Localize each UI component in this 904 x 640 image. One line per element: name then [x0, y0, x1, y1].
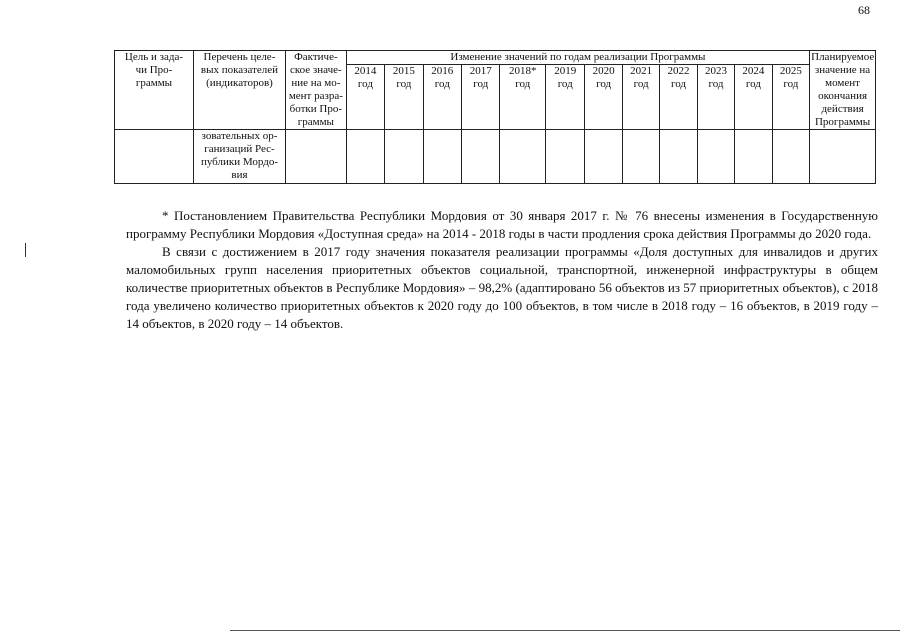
header-year-2018: 2018* год	[500, 65, 546, 130]
cell-2017	[462, 130, 500, 184]
header-year-2020: 2020 год	[585, 65, 622, 130]
header-goal: Цель и зада- чи Про- граммы	[115, 51, 194, 130]
cell-2024	[735, 130, 772, 184]
header-year-2017: 2017 год	[462, 65, 500, 130]
notes-block	[126, 207, 878, 333]
cell-2018	[500, 130, 546, 184]
table-header-row-1	[115, 51, 876, 65]
header-year-2021: 2021 год	[622, 65, 659, 130]
cell-2015	[385, 130, 423, 184]
cell-2022	[660, 130, 697, 184]
cell-2023	[697, 130, 734, 184]
bottom-rule	[230, 630, 900, 631]
explanation-paragraph: В связи с достижением в 2017 году значения показателя реализации программы «Доля доступных для инвалидов и других маломобильных групп населения приоритетных объектов социальной, транспортной, инженерной инфраструктуры в общем количестве приоритетных объектов в Республике Мордовия» – 98,2% (адаптировано 56 объектов из 57 приоритетных объектов), с 2018 года увеличено количество приоритетных объектов к 2020 году до 100 объектов, в том числе в 2018 году – 16 объектов, в 2019 году – 14 объектов, в 2020 году – 14 объектов.	[126, 244, 878, 331]
header-year-2019: 2019 год	[545, 65, 584, 130]
cell-2025	[772, 130, 810, 184]
cell-planned	[810, 130, 876, 184]
cell-indicator: зовательных ор- ганизаций Рес- публики Мордо- вия	[193, 130, 285, 184]
header-changes-by-year: Изменение значений по годам реализации Программы	[346, 51, 809, 65]
cell-2016	[423, 130, 461, 184]
cell-2019	[545, 130, 584, 184]
header-year-2023: 2023 год	[697, 65, 734, 130]
cell-goal	[115, 130, 194, 184]
cell-2020	[585, 130, 622, 184]
header-planned-value: Планируемое значение на момент окончания действия Программы	[811, 51, 875, 128]
header-actual-value: Фактиче- ское значе- ние на мо- мент разра- ботки Про- граммы	[286, 51, 347, 130]
header-year-2025: 2025 год	[772, 65, 810, 130]
page-number: 68	[858, 3, 870, 17]
header-year-2024: 2024 год	[735, 65, 772, 130]
footnote-paragraph: * Постановлением Правительства Республики Мордовия от 30 января 2017 г. № 76 внесены изменения в Государственную программу Республики Мордовия «Доступная среда» на 2014 - 2018 годы в части продления срока действия Программы до 2020 года.	[126, 208, 878, 241]
header-indicators: Перечень целе- вых показателей (индикаторов)	[193, 51, 285, 130]
margin-mark	[25, 243, 26, 257]
cell-2021	[622, 130, 659, 184]
table-row	[115, 130, 876, 184]
header-year-2015: 2015 год	[385, 65, 423, 130]
header-year-2022: 2022 год	[660, 65, 697, 130]
program-indicators-table	[114, 50, 876, 184]
header-year-2016: 2016 год	[423, 65, 461, 130]
cell-actual	[286, 130, 347, 184]
header-year-2014: 2014 год	[346, 65, 384, 130]
cell-2014	[346, 130, 384, 184]
